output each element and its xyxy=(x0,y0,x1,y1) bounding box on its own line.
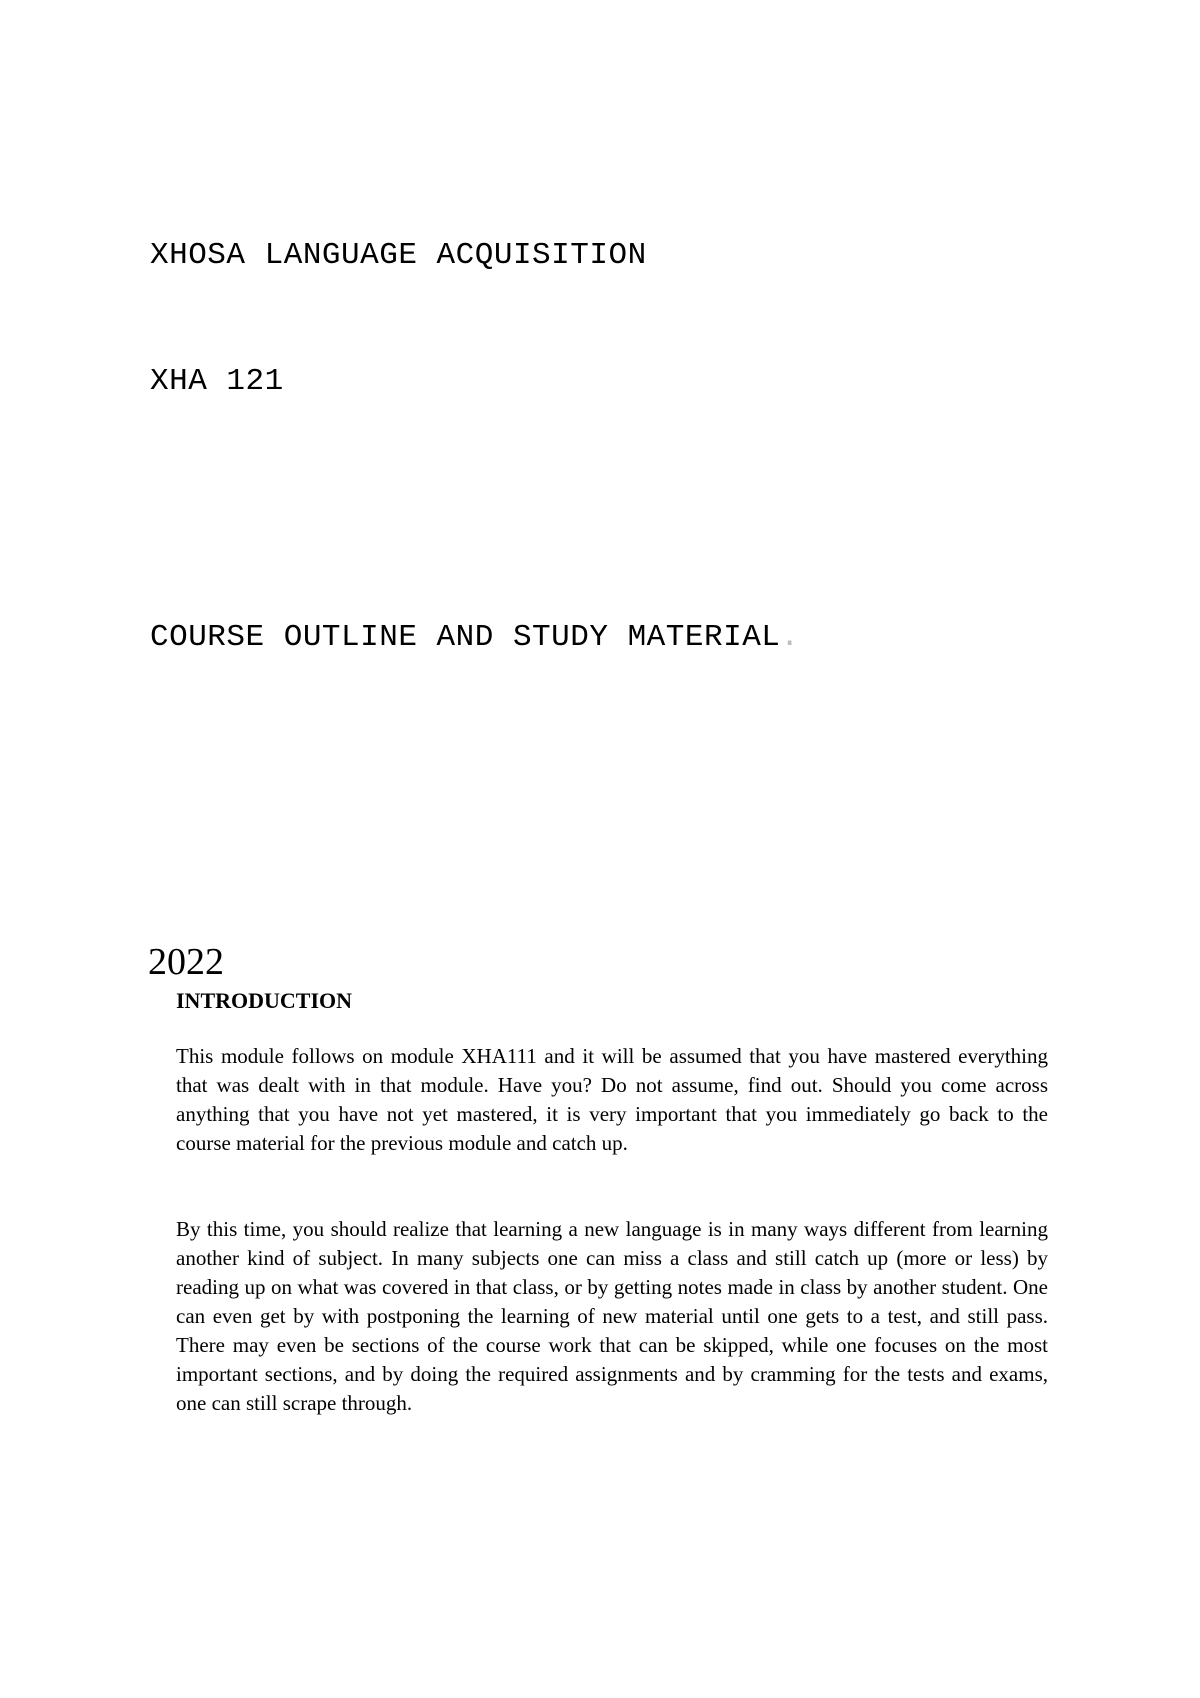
document-title: XHOSA LANGUAGE ACQUISITION xyxy=(150,238,647,273)
document-year: 2022 xyxy=(148,941,224,983)
introduction-paragraph-2: By this time, you should realize that learning a new language is in many ways different from learning another kind of subject. In many subjects one can miss a class and still catch up (more or less) by reading up on what was covered in that class, or by getting notes made in class by another student. One can even get by with postponing the learning of new material until one gets to a test, and still pass. There may even be sections of the course work that can be skipped, while one focuses on the most important sections, and by doing the required assignments and by cramming for the tests and exams, one can still scrape through. xyxy=(176,1217,1048,1415)
document-subtitle xyxy=(150,620,800,655)
document-subtitle-text: COURSE OUTLINE AND STUDY MATERIAL xyxy=(150,620,781,655)
course-code: XHA 121 xyxy=(150,364,284,399)
subtitle-trailing-mark: . xyxy=(780,620,800,655)
introduction-heading: INTRODUCTION xyxy=(176,988,353,1013)
introduction-paragraph-1: This module follows on module XHA111 and it will be assumed that you have mastered everything that was dealt with in that module. Have you? Do not assume, find out. Should you come across anything that you have not yet mastered, it is very important that you immediately go back to the course material for the previous module and catch up. xyxy=(176,1044,1048,1155)
